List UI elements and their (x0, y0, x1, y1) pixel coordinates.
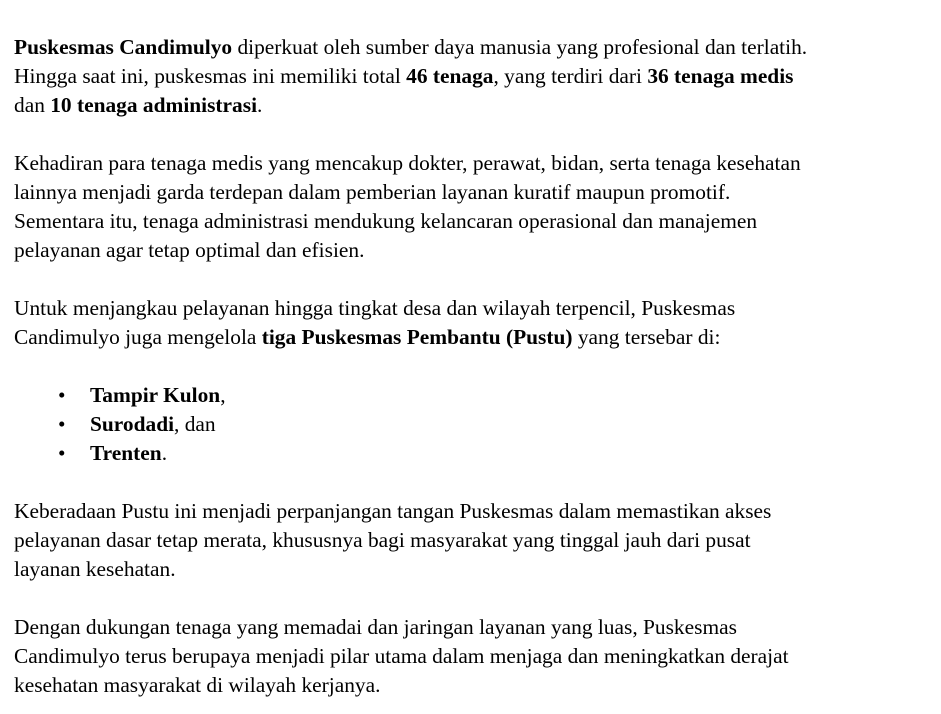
text-line: Candimulyo terus berupaya menjadi pilar utama dalam menjaga dan meningkatkan derajat (14, 644, 789, 668)
text-run: Hingga saat ini, puskesmas ini memiliki total (14, 64, 407, 88)
text-run: , yang terdiri dari (493, 64, 648, 88)
pustu-list (14, 381, 939, 468)
bold-text: 36 tenaga medis (647, 64, 794, 88)
text-line: Untuk menjangkau pelayanan hingga tingkat desa dan wilayah terpencil, Puskesmas (14, 296, 736, 320)
list-item-name: Trenten (90, 441, 162, 465)
document-body (14, 33, 939, 700)
bold-text: 46 tenaga (406, 64, 494, 88)
paragraph-conclusion (14, 613, 939, 700)
bullet-icon: • (58, 383, 66, 407)
paragraph-pustu-role (14, 497, 939, 584)
list-item (14, 381, 939, 410)
text-line: layanan kesehatan. (14, 557, 176, 581)
text-line (14, 91, 939, 120)
text-line (14, 62, 939, 91)
list-item-suffix: . (161, 441, 168, 465)
list-item-suffix: , dan (174, 412, 216, 436)
bullet-icon: • (58, 441, 66, 465)
text-run: diperkuat oleh sumber daya manusia yang profesional dan terlatih. (232, 35, 808, 59)
bold-text: tiga Puskesmas Pembantu (Pustu) (261, 325, 573, 349)
list-item-suffix: , (220, 383, 226, 407)
bold-text: 10 tenaga administrasi (50, 93, 258, 117)
text-line (14, 323, 939, 352)
text-line: Sementara itu, tenaga administrasi mendukung kelancaran operasional dan manajemen (14, 209, 758, 233)
text-line: kesehatan masyarakat di wilayah kerjanya. (14, 673, 381, 697)
text-line: Keberadaan Pustu ini menjadi perpanjangan tangan Puskesmas dalam memastikan akses (14, 499, 772, 523)
text-line (14, 33, 939, 62)
paragraph-pustu-intro (14, 294, 939, 352)
paragraph-intro (14, 33, 939, 120)
text-line: Kehadiran para tenaga medis yang mencakup dokter, perawat, bidan, serta tenaga kesehatan (14, 151, 801, 175)
bold-text: Puskesmas Candimulyo (14, 35, 233, 59)
text-run: yang tersebar di: (572, 325, 721, 349)
text-run: Candimulyo juga mengelola (14, 325, 262, 349)
list-item (14, 410, 939, 439)
text-line: Dengan dukungan tenaga yang memadai dan jaringan layanan yang luas, Puskesmas (14, 615, 737, 639)
text-run: . (257, 93, 263, 117)
text-run: dan (14, 93, 51, 117)
text-line: pelayanan dasar tetap merata, khususnya bagi masyarakat yang tinggal jauh dari pusat (14, 528, 751, 552)
text-line: lainnya menjadi garda terdepan dalam pemberian layanan kuratif maupun promotif. (14, 180, 731, 204)
bullet-icon: • (58, 412, 66, 436)
paragraph-medical-staff (14, 149, 939, 265)
list-item (14, 439, 939, 468)
text-line: pelayanan agar tetap optimal dan efisien. (14, 238, 365, 262)
list-item-name: Surodadi (90, 412, 175, 436)
list-item-name: Tampir Kulon (90, 383, 221, 407)
